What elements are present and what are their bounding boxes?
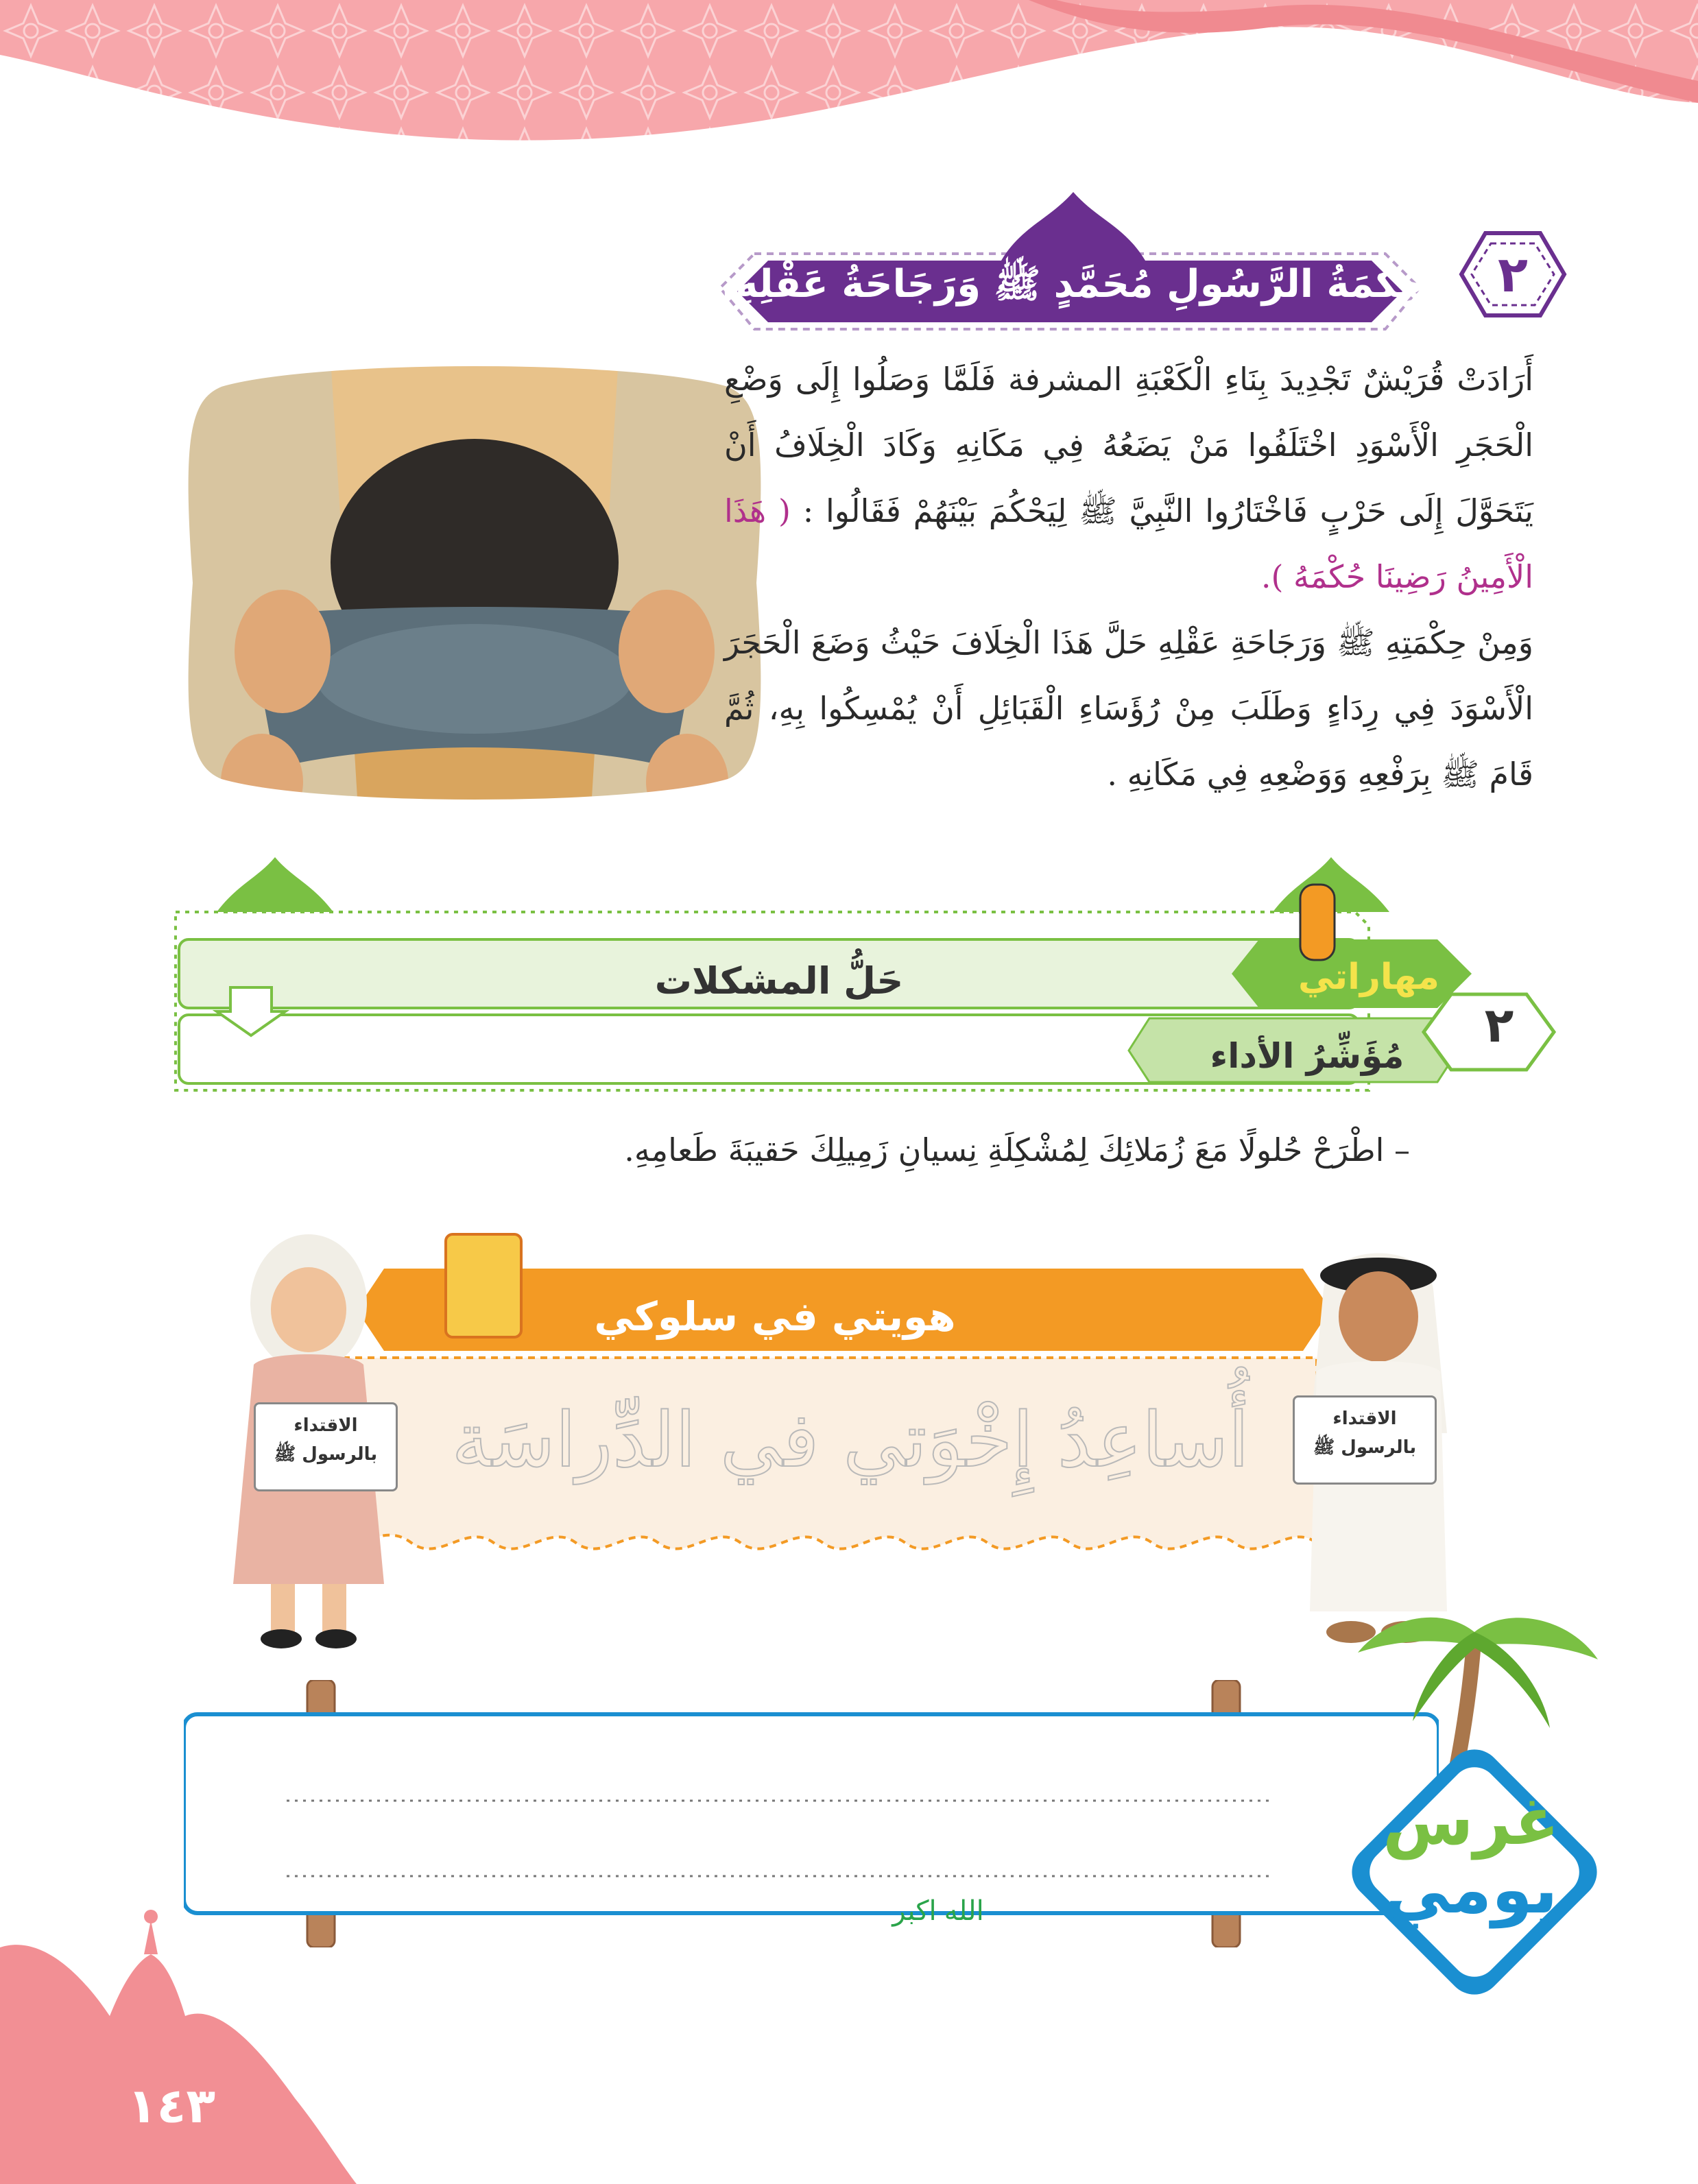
boy-sign-line-2: بالرسول ﷺ	[1313, 1437, 1417, 1458]
identity-title: هويتي في سلوكي	[594, 1293, 956, 1340]
writing-board	[184, 1680, 1439, 1947]
boy-sign	[1293, 1395, 1437, 1485]
performance-indicator-label: مُؤَشِّرُ الأداء	[1210, 1036, 1404, 1076]
story-quote: ( هَذَا الْأَمِينُ رَضِينَا حُكْمَهُ ).	[724, 492, 1533, 595]
daily-word-2: يومي	[1384, 1851, 1558, 1928]
story-paragraph-2: وَمِنْ حِكْمَتِهِ ﷺ وَرَجَاحَةِ عَقْلِهِ حَلَّ هَذَا الْخِلَافَ حَيْثُ وَضَعَ الْحَجَرَ الْأَسْوَدَ فِي رِدَاءٍ وَطَلَبَ مِنْ رُؤَسَاءِ الْقَبَائِلِ أَنْ يُمْسِكُوا بِهِ، ثُمَّ قَامَ ﷺ بِرَفْعِهِ وَوَضْعِهِ فِي مَكَانِهِ .	[724, 624, 1533, 793]
girl-sign	[254, 1402, 398, 1491]
girl-sign-line-2: بالرسول ﷺ	[274, 1444, 378, 1465]
daily-word-1: غرس	[1383, 1783, 1559, 1860]
answer-text[interactable]: الله اكبر	[892, 1896, 984, 1926]
book-mascot-icon	[446, 1234, 521, 1337]
lesson-number-badge	[1458, 230, 1568, 319]
story-illustration	[180, 357, 769, 809]
story-paragraph-1: أَرَادَتْ قُرَيْشٌ تَجْدِيدَ بِنَاءِ الْكَعْبَةِ المشرفة فَلَمَّا وَصَلُوا إِلَى وَضْعِ الْحَجَرِ الْأَسْوَدِ اخْتَلَفُوا مَنْ يَضَعُهُ فِي مَكَانِهِ وَكَادَ الْخِلَافُ أَنْ يَتَحَوَّلَ إِلَى حَرْبٍ فَاخْتَارُوا النَّبِيَّ ﷺ لِيَحْكُمَ بَيْنَهُمْ فَقَالُوا :	[724, 361, 1533, 529]
page-number: ١٤٣	[127, 2078, 216, 2134]
lesson-title: حِكْمَةُ الرَّسُولِ مُحَمَّدٍ ﷺ وَرَجَاحَةُ عَقْلِهِ.	[721, 261, 1426, 307]
skills-label: مهاراتي	[1298, 957, 1439, 998]
skill-number: ٢	[1484, 997, 1514, 1053]
black-stone-cloth-illustration	[180, 357, 769, 809]
skill-name: حَلُّ المشكلات	[654, 959, 904, 1003]
decorative-top-band	[0, 0, 1698, 158]
activity-instruction: – اطْرَحْ حُلولًا مَعَ زُمَلائِكَ لِمُشْكِلَةِ نِسيانِ زَمِيلِكَ حَقيبَةَ طَعامِهِ.	[624, 1131, 1410, 1168]
writing-board-frame	[184, 1680, 1439, 1947]
skills-block	[162, 857, 1561, 1111]
story-text	[724, 346, 1533, 807]
lesson-number-text: ٢	[1498, 245, 1528, 303]
boy-sign-line-1: الاقتداء	[1332, 1408, 1397, 1429]
girl-sign-line-1: الاقتداء	[294, 1415, 358, 1436]
trace-phrase: أُساعِدُ إِخْوَتي في الدِّراسَة	[451, 1396, 1249, 1484]
